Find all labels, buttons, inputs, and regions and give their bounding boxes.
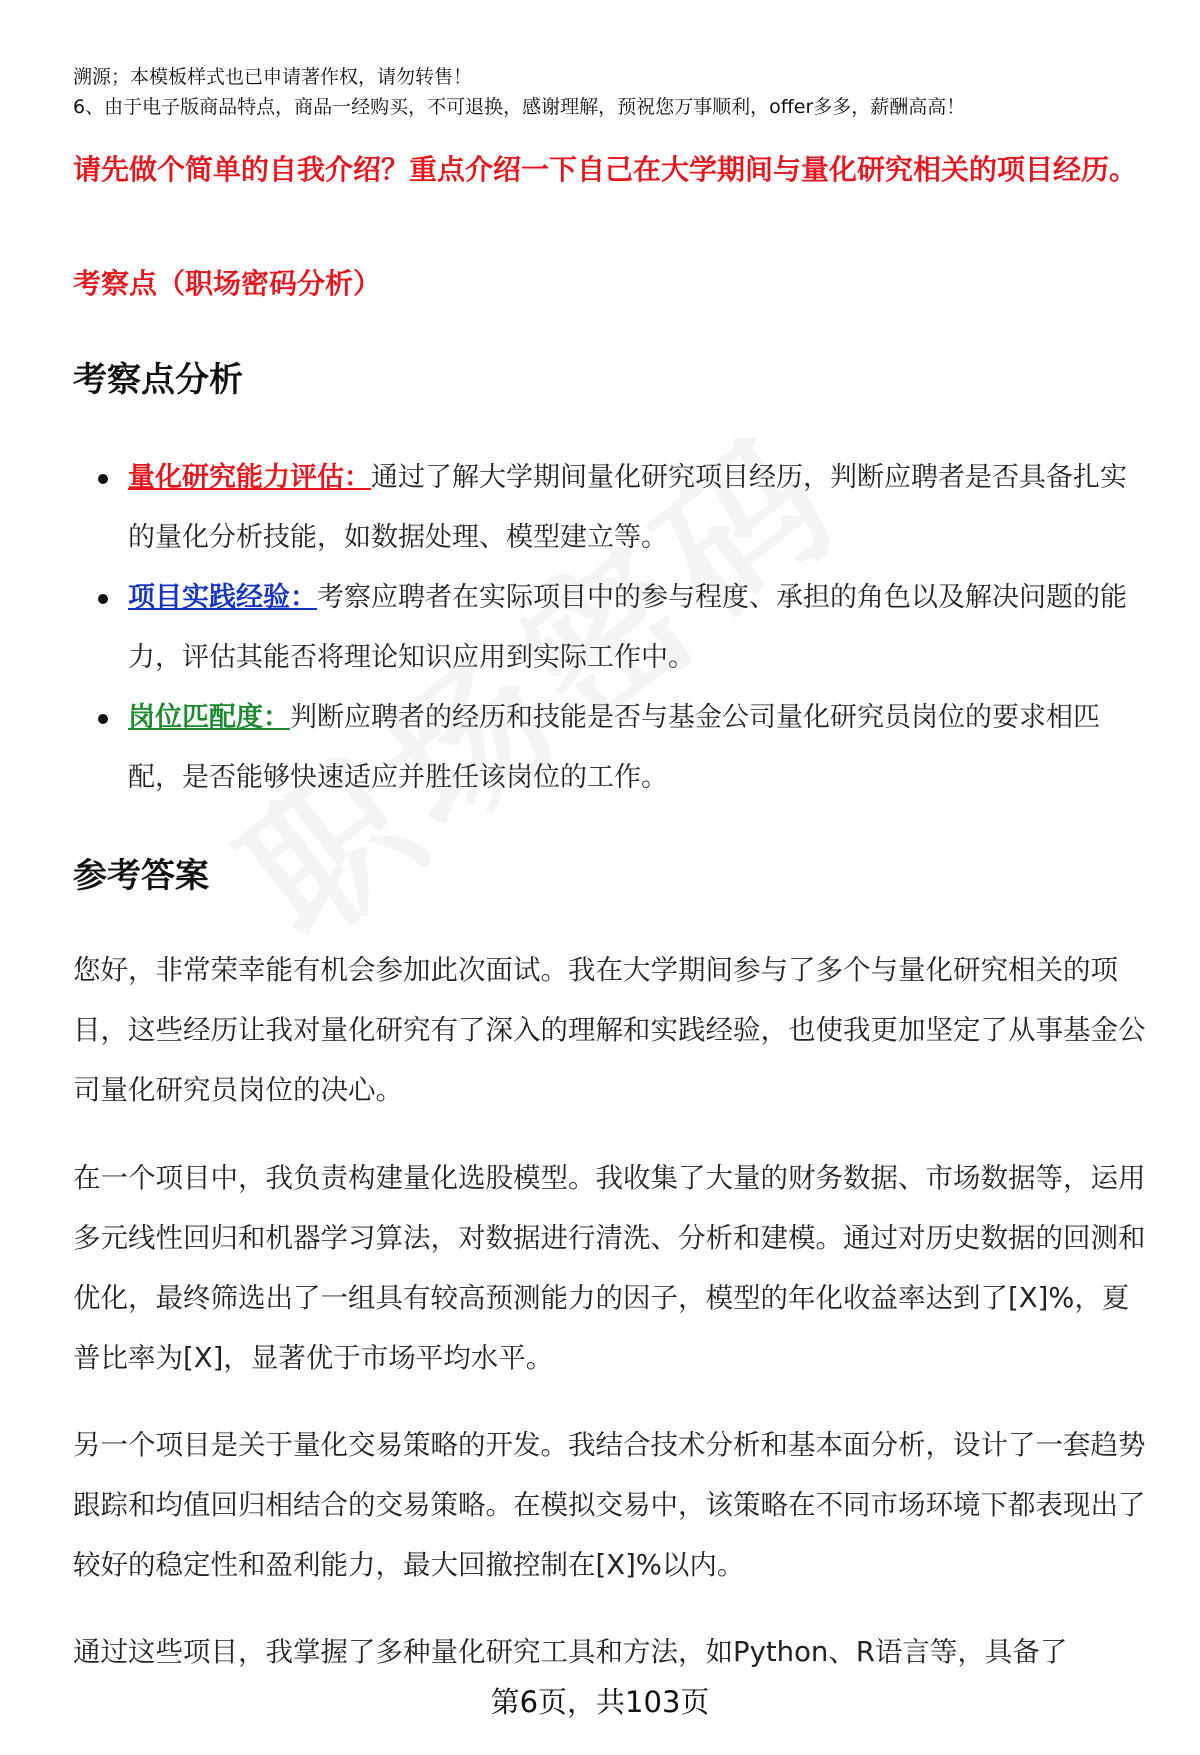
bullet-dot-icon — [98, 594, 108, 604]
list-item — [95, 448, 1145, 568]
answer-paragraph: 通过这些项目，我掌握了多种量化研究工具和方法，如Python、R语言等，具备了 — [73, 1636, 1068, 1668]
notice-line-2: 6、由于电子版商品特点，商品一经购买，不可退换，感谢理解，预祝您万事顺利，offer多多，薪酬高高！ — [73, 96, 966, 118]
page-number: 第6页，共103页 — [490, 1685, 710, 1719]
bullet-term: 项目实践经验： — [128, 582, 317, 613]
answer-heading: 参考答案 — [73, 856, 209, 896]
analysis-list — [95, 448, 1145, 808]
list-item — [95, 568, 1145, 688]
analysis-heading: 考察点分析 — [73, 360, 243, 400]
interview-question: 请先做个简单的自我介绍？重点介绍一下自己在大学期间与量化研究相关的项目经历。 — [73, 153, 1138, 186]
answer-paragraph: 您好，非常荣幸能有机会参加此次面试。我在大学期间参与了多个与量化研究相关的项目，这些经历让我对量化研究有了深入的理解和实践经验，也使我更加坚定了从事基金公司量化研究员岗位的决心。 — [73, 954, 1146, 1106]
focus-heading: 考察点（职场密码分析） — [73, 267, 382, 300]
bullet-dot-icon — [98, 714, 108, 724]
bullet-dot-icon — [98, 474, 108, 484]
bullet-text: 通过了解大学期间量化研究项目经历，判断应聘者是否具备扎实的量化分析技能，如数据处理、模型建立等。 — [128, 462, 1127, 553]
bullet-text: 考察应聘者在实际项目中的参与程度、承担的角色以及解决问题的能力，评估其能否将理论知识应用到实际工作中。 — [128, 582, 1127, 673]
bullet-term: 岗位匹配度： — [128, 702, 290, 733]
bullet-text: 判断应聘者的经历和技能是否与基金公司量化研究员岗位的要求相匹配，是否能够快速适应并胜任该岗位的工作。 — [128, 702, 1100, 793]
list-item — [95, 688, 1145, 808]
bullet-term: 量化研究能力评估： — [128, 462, 371, 493]
notice-line-1: 溯源；本模板样式也已申请著作权，请勿转售！ — [73, 66, 473, 88]
answer-paragraph: 另一个项目是关于量化交易策略的开发。我结合技术分析和基本面分析，设计了一套趋势跟踪和均值回归相结合的交易策略。在模拟交易中，该策略在不同市场环境下都表现出了较好的稳定性和盈利能力，最大回撤控制在[X]%以内。 — [73, 1429, 1146, 1581]
answer-paragraph: 在一个项目中，我负责构建量化选股模型。我收集了大量的财务数据、市场数据等，运用多元线性回归和机器学习算法，对数据进行清洗、分析和建模。通过对历史数据的回测和优化，最终筛选出了一组具有较高预测能力的因子，模型的年化收益率达到了[X]%，夏普比率为[X]，显著优于市场平均水平。 — [73, 1162, 1146, 1374]
